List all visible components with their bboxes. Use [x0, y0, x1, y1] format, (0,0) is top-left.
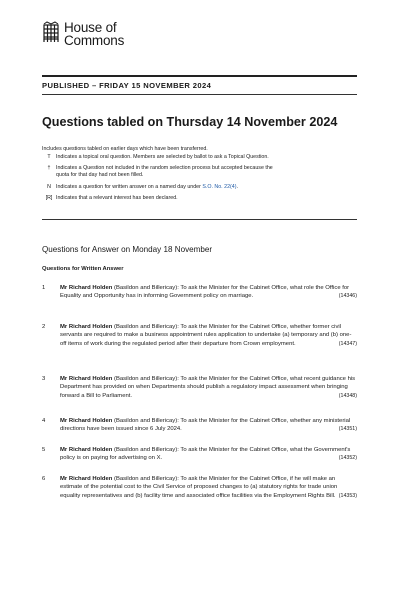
intro-note: Includes questions tabled on earlier days which have been transferred. [42, 146, 208, 152]
question-number: 3 [42, 376, 46, 382]
question-body [60, 475, 357, 500]
legend-symbol: [R] [45, 195, 53, 201]
logo-line-2: Commons [64, 33, 125, 48]
section-rule [42, 219, 357, 220]
legend-symbol: N [47, 184, 51, 190]
legend-text-suffix: . [236, 184, 238, 190]
member-name: Mr Richard Holden [60, 324, 113, 330]
constituency: (Basildon and Billericay): [112, 476, 181, 482]
question-body [60, 417, 357, 434]
question-text: To ask the Minister for the Cabinet Office, whether any ministerial directions have been issued since 6 July 2024. [60, 418, 351, 433]
question-text: To ask the Minister for the Cabinet Office, what the Government's policy is on paying for advertising on X. [60, 447, 351, 462]
published-date: PUBLISHED – FRIDAY 15 NOVEMBER 2024 [42, 81, 212, 90]
logo-line-1: House of [64, 20, 117, 35]
constituency: (Basildon and Billericay): [112, 285, 181, 291]
question-text: To ask the Minister for the Cabinet Office, what role the Office for Equality and Opportunity has in informing Government policy on marriage. [60, 285, 350, 300]
question-body [60, 375, 357, 400]
page-title: Questions tabled on Thursday 14 November 2024 [42, 115, 338, 129]
portcullis-icon [42, 21, 60, 43]
question-text: To ask the Minister for the Cabinet Office, whether former civil servants are required to make a business appointment rules application to undertake (a) temporary and (b) one-off items of work during the regulated period after their departure from Crown employment. [60, 324, 352, 347]
question-reference: (14352) [338, 455, 357, 462]
question-reference: (14347) [338, 340, 357, 347]
constituency: (Basildon and Billericay): [112, 418, 181, 424]
top-rule [42, 75, 357, 77]
legend-symbol: T [47, 154, 51, 160]
constituency: (Basildon and Billericay): [112, 376, 181, 382]
legend-item-named-day [42, 184, 357, 191]
question-number: 5 [42, 447, 46, 453]
member-name: Mr Richard Holden [60, 376, 113, 382]
question-number: 2 [42, 324, 46, 330]
legend-symbol: † [47, 165, 51, 171]
legend-item-interest [42, 195, 357, 202]
legend-text-main: Indicates a question for written answer on a named day under [56, 184, 203, 190]
constituency: (Basildon and Billericay): [112, 324, 181, 330]
question-reference: (14353) [338, 492, 357, 499]
member-name: Mr Richard Holden [60, 418, 113, 424]
published-rule [42, 94, 357, 95]
question-reference: (14348) [338, 392, 357, 399]
house-of-commons-logo [42, 21, 124, 47]
legend-text [56, 184, 357, 191]
question-reference: (14346) [338, 293, 357, 300]
legend-text: Indicates a topical oral question. Members are selected by ballot to ask a Topical Question. [56, 154, 269, 160]
standing-order-link[interactable]: S.O. No. 22(4) [202, 184, 237, 190]
constituency: (Basildon and Billericay): [112, 447, 181, 453]
section-heading: Questions for Answer on Monday 18 November [42, 245, 213, 254]
legend-item-topical [42, 154, 357, 161]
legend-text: Indicates a Question not included in the random selection process but accepted because the quota for that day had not been filled. [56, 165, 273, 179]
legend-text: Indicates that a relevant interest has been declared. [56, 195, 178, 201]
question-text: To ask the Minister for the Cabinet Office, if he will make an estimate of the potential cost to the Civil Service of proposed changes to (a) statutory rights for trade union equality representatives and (b) facility time and associated office facilities via the Employment Rights Bill. [60, 476, 338, 499]
member-name: Mr Richard Holden [60, 447, 113, 453]
member-name: Mr Richard Holden [60, 476, 113, 482]
question-text: To ask the Minister for the Cabinet Office, what recent guidance his Department has provided on when Departments should publish a regulatory impact assessment when bringing forward a Bill to Parliament. [60, 376, 356, 399]
question-number: 1 [42, 285, 46, 291]
question-body [60, 446, 357, 463]
question-body [60, 323, 357, 348]
logo-wordmark [64, 21, 124, 47]
member-name: Mr Richard Holden [60, 285, 113, 291]
question-reference: (14351) [338, 426, 357, 433]
section-subheading: Questions for Written Answer [42, 266, 124, 272]
question-number: 4 [42, 418, 46, 424]
question-body [60, 284, 357, 301]
legend-item-dagger [42, 165, 357, 179]
question-number: 6 [42, 476, 46, 482]
